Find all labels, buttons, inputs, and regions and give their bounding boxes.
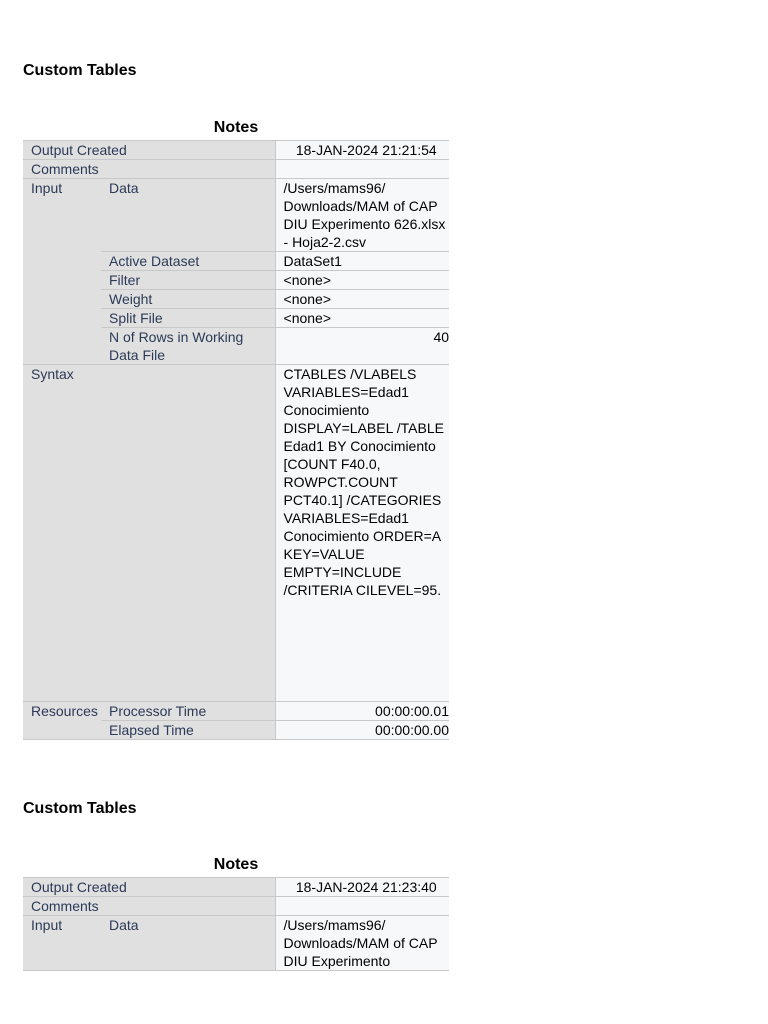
data-label: Data	[101, 179, 275, 252]
notes-grid-2	[23, 877, 449, 971]
section-title-1: Custom Tables	[23, 62, 137, 79]
active-dataset-label: Active Dataset	[101, 252, 275, 271]
processor-time-label: Processor Time	[101, 702, 275, 721]
weight-label: Weight	[101, 290, 275, 309]
section-title-2: Custom Tables	[23, 800, 137, 817]
split-file-label: Split File	[101, 309, 275, 328]
weight-value: <none>	[275, 290, 449, 309]
filter-label: Filter	[101, 271, 275, 290]
output-created-label: Output Created	[23, 141, 275, 160]
table-row	[23, 160, 449, 179]
comments-label-2: Comments	[23, 897, 275, 916]
table-row	[23, 365, 449, 702]
n-rows-value: 40	[275, 328, 449, 365]
comments-value	[275, 160, 449, 179]
output-created-value: 18-JAN-2024 21:21:54	[275, 141, 449, 160]
data-value: /Users/mams96/ Downloads/MAM of CAP DIU Experimento 626.xlsx - Hoja2-2.csv	[275, 179, 449, 252]
table-row	[23, 916, 449, 971]
table-caption-2: Notes	[213, 856, 259, 873]
comments-label: Comments	[23, 160, 275, 179]
input-label: Input	[23, 179, 101, 365]
notes-grid-1	[23, 140, 449, 740]
syntax-text: CTABLES /VLABELS VARIABLES=Edad1 Conocimiento DISPLAY=LABEL /TABLE Edad1 BY Conocimiento [COUNT F40.0, ROWPCT.COUNT PCT40.1] /CATEGORIES VARIABLES=Edad1 Conocimiento ORDER=A KEY=VALUE EMPTY=INCLUDE /CRITERIA CILEVEL=95.	[283, 366, 444, 598]
split-file-value: <none>	[275, 309, 449, 328]
comments-value-2	[275, 897, 449, 916]
n-rows-label: N of Rows in Working Data File	[101, 328, 275, 365]
filter-value: <none>	[275, 271, 449, 290]
table-caption-1: Notes	[213, 119, 259, 136]
data-value-2: /Users/mams96/ Downloads/MAM of CAP DIU Experimento	[275, 916, 449, 971]
output-created-label-2: Output Created	[23, 878, 275, 897]
processor-time-value: 00:00:00.01	[275, 702, 449, 721]
syntax-label: Syntax	[23, 365, 275, 702]
notes-table-2	[23, 853, 449, 973]
resources-label: Resources	[23, 702, 101, 740]
table-row	[23, 702, 449, 721]
elapsed-time-value: 00:00:00.00	[275, 721, 449, 740]
data-label-2: Data	[101, 916, 275, 971]
table-row	[23, 179, 449, 252]
table-row	[23, 141, 449, 160]
notes-table-1	[23, 116, 449, 740]
output-created-value-2: 18-JAN-2024 21:23:40	[275, 878, 449, 897]
elapsed-time-label: Elapsed Time	[101, 721, 275, 740]
input-label-2: Input	[23, 916, 101, 971]
table-row	[23, 878, 449, 897]
syntax-value	[275, 365, 449, 702]
active-dataset-value: DataSet1	[275, 252, 449, 271]
table-row	[23, 897, 449, 916]
